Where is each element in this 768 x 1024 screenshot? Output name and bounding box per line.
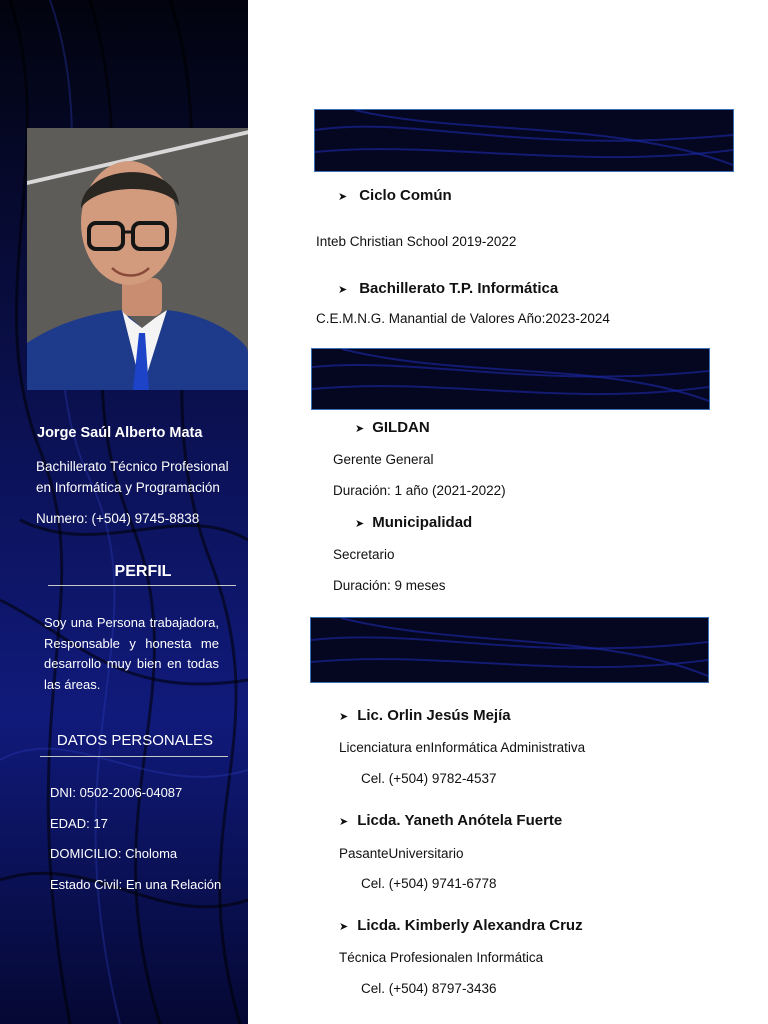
reference-role-0: Licenciatura enInformática Administrativa [339, 740, 586, 755]
education-banner [314, 109, 734, 172]
profile-photo [27, 128, 248, 390]
personal-info-item: DNI: 0502-2006-04087 [50, 785, 183, 800]
experience-banner [311, 348, 710, 410]
education-detail-1: C.E.M.N.G. Manantial de Valores Año:2023-2024 [316, 311, 610, 326]
experience-duration-1: Duración: 9 meses [333, 578, 446, 593]
arrowhead-icon: ➤ [339, 711, 349, 723]
reference-item-0: ➤ Lic. Orlin Jesús Mejía [339, 707, 511, 724]
personal-info-item: EDAD: 17 [50, 815, 108, 831]
references-banner [310, 617, 709, 683]
arrowhead-icon: ➤ [355, 518, 365, 530]
education-item-1: ➤ Bachillerato T.P. Informática [338, 280, 559, 297]
experience-item-0: ➤ GILDAN [355, 419, 430, 436]
experience-duration-0: Duración: 1 año (2021-2022) [333, 483, 506, 498]
education-detail-0: Inteb Christian School 2019-2022 [316, 234, 517, 249]
reference-role-1: PasanteUniversitario [339, 846, 464, 861]
experience-item-1: ➤ Municipalidad [355, 514, 473, 531]
personal-info-item: DOMICILIO: Choloma [50, 846, 178, 861]
perfil-divider [48, 585, 236, 586]
person-title: Bachillerato Técnico Profesional en Informática y Programación [36, 459, 229, 495]
reference-item-2: ➤ Licda. Kimberly Alexandra Cruz [339, 917, 583, 934]
person-name: Jorge Saúl Alberto Mata [37, 425, 203, 441]
perfil-heading: PERFIL [114, 563, 172, 580]
sidebar [0, 0, 248, 1024]
reference-role-2: Técnica Profesionalen Informática [339, 950, 544, 965]
arrowhead-icon: ➤ [338, 284, 348, 296]
reference-item-1: ➤ Licda. Yaneth Anótela Fuerte [339, 812, 563, 829]
experience-role-1: Secretario [333, 547, 395, 562]
reference-phone-1: Cel. (+504) 9741-6778 [361, 876, 497, 891]
reference-phone-0: Cel. (+504) 9782-4537 [361, 771, 497, 786]
arrowhead-icon: ➤ [339, 921, 349, 933]
datos-heading: DATOS PERSONALES [56, 732, 214, 749]
person-phone: Numero: (+504) 9745-8838 [36, 511, 200, 526]
arrowhead-icon: ➤ [339, 816, 349, 828]
personal-info-list [50, 778, 221, 900]
personal-info-item: Estado Civil: En una Relación [50, 876, 222, 892]
experience-role-0: Gerente General [333, 452, 434, 467]
arrowhead-icon: ➤ [355, 423, 365, 435]
perfil-text: Soy una Persona trabajadora, Responsable y honesta me desarrollo muy bien en todas las áreas. [44, 615, 219, 692]
reference-phone-2: Cel. (+504) 8797-3436 [361, 981, 497, 996]
education-item-0: ➤ Ciclo Común [338, 187, 452, 204]
datos-divider [40, 756, 228, 757]
arrowhead-icon: ➤ [338, 191, 348, 203]
